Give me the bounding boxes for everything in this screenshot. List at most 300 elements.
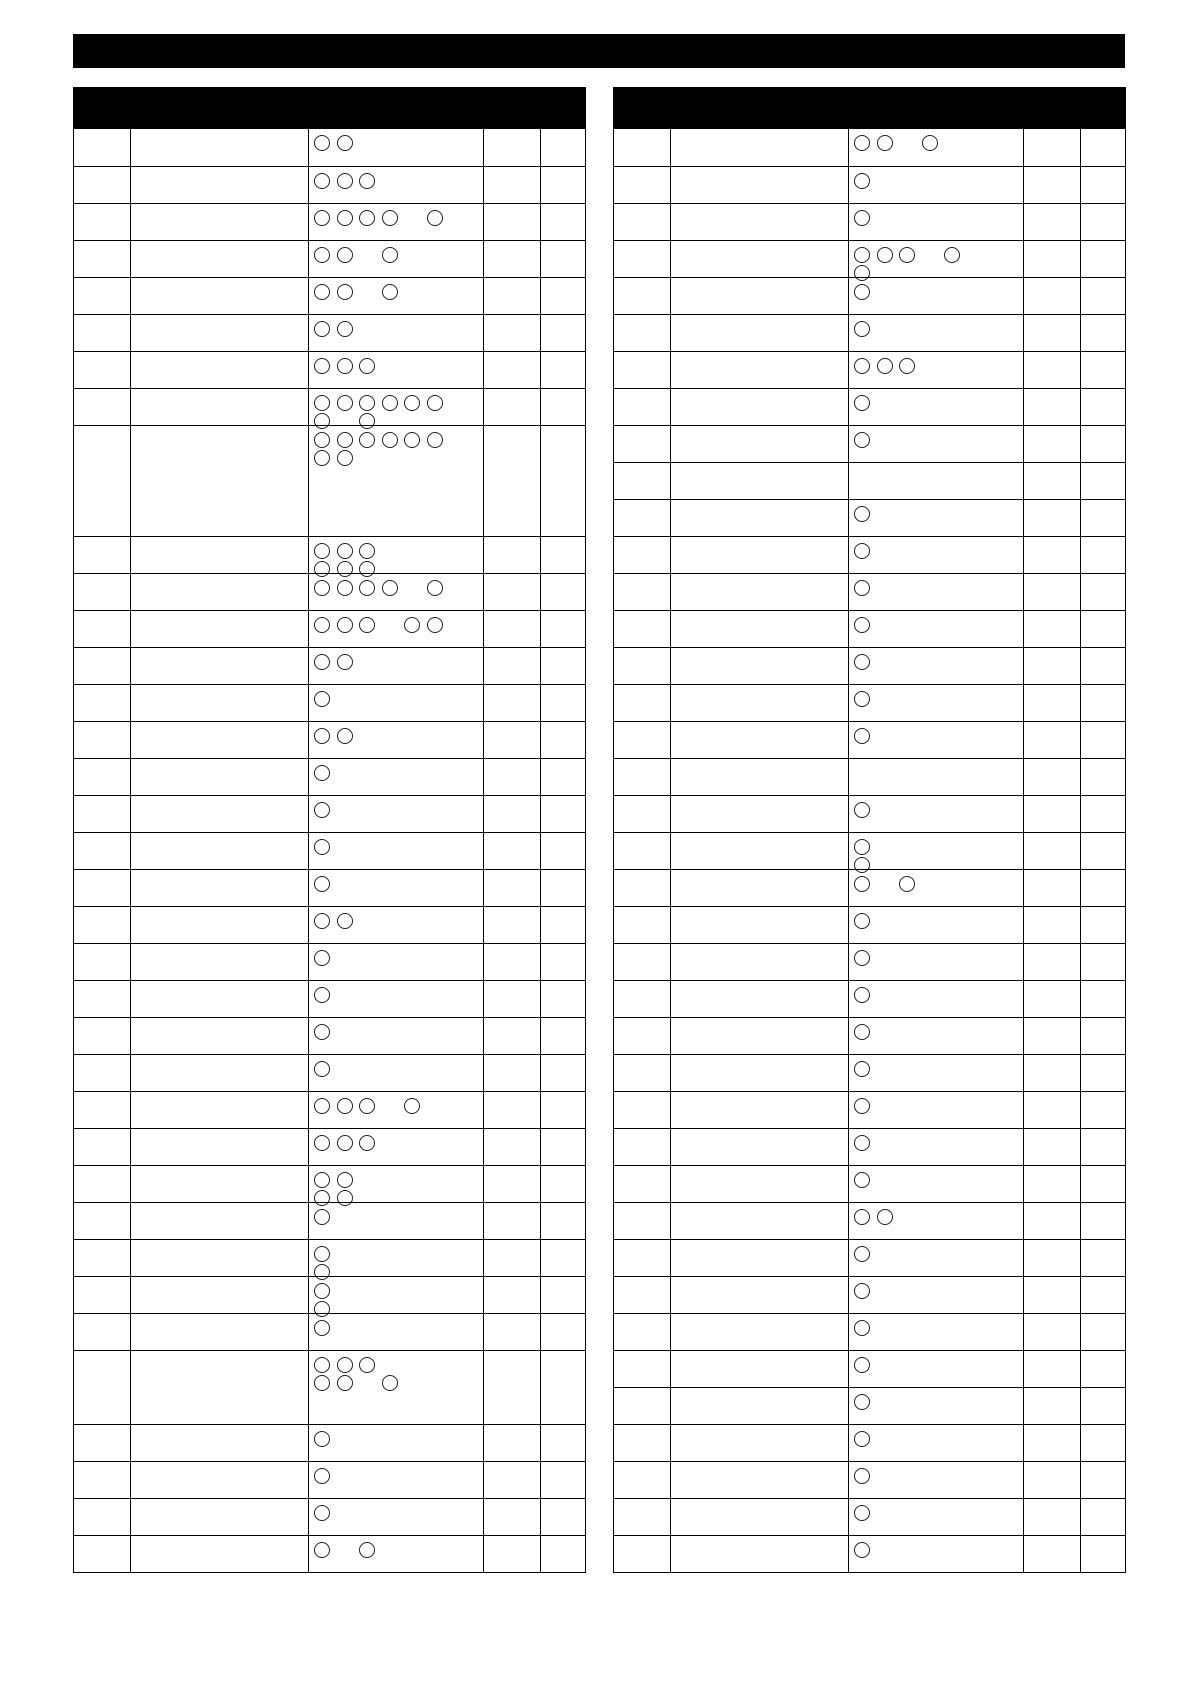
marks-cell [308, 1166, 483, 1202]
table-cell [1023, 129, 1080, 166]
table-row [614, 1424, 1125, 1461]
marks-cell [308, 352, 483, 388]
table-row [614, 1202, 1125, 1239]
circle-line [314, 1209, 483, 1227]
table-row [74, 1350, 585, 1424]
circle-mark-icon [854, 1468, 870, 1484]
marks-cell [848, 1536, 1023, 1572]
marks-cell [848, 1092, 1023, 1128]
table-cell [1023, 241, 1080, 277]
circle-mark-icon [427, 580, 443, 596]
table-row [74, 684, 585, 721]
circle-mark-icon [314, 1024, 330, 1040]
table-cell [483, 833, 540, 869]
table-row [74, 351, 585, 388]
circle-mark-icon [359, 1098, 375, 1114]
circle-mark-icon [337, 543, 353, 559]
table-cell [1023, 1277, 1080, 1313]
circle-line [314, 987, 483, 1005]
marks-cell [308, 1351, 483, 1424]
circle-mark-icon [877, 247, 893, 263]
table-row [74, 832, 585, 869]
table-cell [670, 463, 848, 499]
marks-cell [308, 648, 483, 684]
table-cell [614, 722, 670, 758]
table-row [74, 1165, 585, 1202]
circle-mark-icon [314, 1431, 330, 1447]
table-cell [483, 944, 540, 980]
table-cell [130, 1240, 308, 1276]
table-row [614, 536, 1125, 573]
marks-cell [308, 1536, 483, 1572]
table-cell [130, 1536, 308, 1572]
table-cell [483, 759, 540, 795]
circle-mark-icon [314, 1375, 330, 1391]
circle-line [314, 1357, 483, 1375]
circle-line [314, 1172, 483, 1190]
table-cell [614, 1092, 670, 1128]
circle-mark-icon [337, 210, 353, 226]
table-cell [483, 796, 540, 832]
table-row [614, 795, 1125, 832]
marks-cell [308, 1499, 483, 1535]
table-cell [1023, 907, 1080, 943]
marks-cell [848, 1129, 1023, 1165]
circle-line [854, 987, 1023, 1005]
circle-mark-icon [404, 395, 420, 411]
table-row [614, 943, 1125, 980]
circle-mark-icon [314, 876, 330, 892]
marks-cell [308, 129, 483, 166]
circle-mark-icon [382, 1375, 398, 1391]
marks-cell [308, 1018, 483, 1054]
table-cell [1023, 426, 1080, 462]
marks-cell [848, 796, 1023, 832]
marks-cell [308, 1425, 483, 1461]
table-cell [614, 1018, 670, 1054]
circle-line [314, 1024, 483, 1042]
table-cell [1023, 1092, 1080, 1128]
circle-mark-icon [337, 654, 353, 670]
table-cell [130, 537, 308, 573]
table-cell [74, 1092, 130, 1128]
circle-mark-icon [854, 1431, 870, 1447]
circle-line [314, 247, 483, 265]
circle-line [854, 1172, 1023, 1190]
marks-cell [848, 833, 1023, 869]
table-cell [614, 685, 670, 721]
table-cell [1023, 685, 1080, 721]
circle-mark-icon [314, 1320, 330, 1336]
table-row [74, 906, 585, 943]
circle-mark-icon [854, 580, 870, 596]
table-cell [74, 1129, 130, 1165]
circle-line [314, 1542, 483, 1560]
table-cell [74, 537, 130, 573]
circle-line [314, 543, 483, 561]
table-cell [670, 129, 848, 166]
table-cell [670, 204, 848, 240]
table-cell [614, 1277, 670, 1313]
table-cell [483, 1092, 540, 1128]
table-row [74, 573, 585, 610]
table-cell [614, 981, 670, 1017]
circle-mark-icon [359, 395, 375, 411]
circle-mark-icon [314, 432, 330, 448]
table-cell [483, 352, 540, 388]
marks-cell [308, 389, 483, 425]
table-cell [130, 278, 308, 314]
table-row [614, 1128, 1125, 1165]
circle-mark-icon [314, 691, 330, 707]
table-cell [74, 759, 130, 795]
table-cell [130, 1462, 308, 1498]
table-cell [130, 648, 308, 684]
table-row [74, 314, 585, 351]
circle-mark-icon [337, 617, 353, 633]
table-row [614, 499, 1125, 536]
table-cell [74, 685, 130, 721]
table-row [614, 1276, 1125, 1313]
marks-cell [308, 241, 483, 277]
table-cell [1023, 722, 1080, 758]
table-cell [74, 167, 130, 203]
table-cell [483, 426, 540, 536]
table-cell [483, 537, 540, 573]
circle-line [854, 728, 1023, 746]
circle-mark-icon [337, 321, 353, 337]
circle-mark-icon [314, 580, 330, 596]
circle-mark-icon [314, 543, 330, 559]
circle-line [854, 1209, 1023, 1227]
table-cell [130, 759, 308, 795]
table-cell [614, 1166, 670, 1202]
table-cell [670, 833, 848, 869]
table-cell [130, 685, 308, 721]
marks-cell [848, 1388, 1023, 1424]
circle-mark-icon [314, 321, 330, 337]
marks-cell [848, 981, 1023, 1017]
table-cell [670, 389, 848, 425]
circle-mark-icon [854, 802, 870, 818]
circle-mark-icon [314, 395, 330, 411]
table-cell [670, 1462, 848, 1498]
circle-line [314, 1375, 483, 1393]
table-cell [130, 1018, 308, 1054]
circle-line [854, 247, 1023, 265]
circle-line [314, 1505, 483, 1523]
circle-mark-icon [359, 210, 375, 226]
table-row [74, 1424, 585, 1461]
table-row [614, 1350, 1125, 1387]
marks-cell [848, 500, 1023, 536]
circle-line [854, 580, 1023, 598]
table-cell [74, 204, 130, 240]
table-cell [670, 1314, 848, 1350]
circle-line [854, 1357, 1023, 1375]
circle-line [854, 1246, 1023, 1264]
circle-mark-icon [314, 728, 330, 744]
circle-mark-icon [899, 247, 915, 263]
table-cell [130, 870, 308, 906]
table-cell [130, 426, 308, 536]
table-row [74, 388, 585, 425]
table-cell [614, 648, 670, 684]
table-row [74, 277, 585, 314]
circle-mark-icon [314, 1209, 330, 1225]
table-cell [670, 648, 848, 684]
marks-cell [308, 685, 483, 721]
table-body [614, 129, 1125, 1572]
table-cell [614, 1499, 670, 1535]
marks-cell [848, 167, 1023, 203]
table-cell [483, 167, 540, 203]
table-cell [483, 1055, 540, 1091]
table-cell [130, 204, 308, 240]
marks-cell [308, 426, 483, 536]
table-row [614, 573, 1125, 610]
circle-mark-icon [404, 1098, 420, 1114]
table-cell [614, 315, 670, 351]
table-row [614, 203, 1125, 240]
circle-mark-icon [314, 284, 330, 300]
table-cell [614, 500, 670, 536]
circle-mark-icon [854, 1172, 870, 1188]
table-cell [670, 1092, 848, 1128]
table-cell [1023, 574, 1080, 610]
table-cell [1023, 315, 1080, 351]
table-row [614, 1461, 1125, 1498]
table-cell [1023, 648, 1080, 684]
table-cell [483, 870, 540, 906]
circle-mark-icon [337, 728, 353, 744]
table-cell [670, 611, 848, 647]
table-row [614, 351, 1125, 388]
table-cell [670, 870, 848, 906]
circle-line [854, 1024, 1023, 1042]
table-cell [670, 907, 848, 943]
circle-mark-icon [337, 580, 353, 596]
table-cell [74, 315, 130, 351]
marks-cell [848, 1277, 1023, 1313]
table-row [614, 240, 1125, 277]
circle-line [854, 1542, 1023, 1560]
table-cell [483, 129, 540, 166]
table-cell [1023, 389, 1080, 425]
table-cell [614, 1388, 670, 1424]
table-cell [1023, 1388, 1080, 1424]
table-cell [483, 1351, 540, 1424]
circle-mark-icon [314, 950, 330, 966]
marks-cell [308, 574, 483, 610]
table-cell [483, 1425, 540, 1461]
table-row [74, 425, 585, 536]
table-row [614, 1313, 1125, 1350]
circle-mark-icon [314, 358, 330, 374]
table-row [74, 1017, 585, 1054]
circle-mark-icon [359, 432, 375, 448]
marks-cell [848, 1203, 1023, 1239]
marks-cell [308, 611, 483, 647]
table-cell [130, 574, 308, 610]
marks-cell [308, 167, 483, 203]
table-cell [1023, 1351, 1080, 1387]
table-row [74, 943, 585, 980]
table-cell [614, 1425, 670, 1461]
table-row [614, 1054, 1125, 1091]
table-cell [74, 1277, 130, 1313]
circle-mark-icon [314, 173, 330, 189]
table-row [614, 1091, 1125, 1128]
table-cell [130, 1129, 308, 1165]
table-row [614, 388, 1125, 425]
marks-cell [308, 722, 483, 758]
table-cell [74, 1203, 130, 1239]
table-cell [74, 241, 130, 277]
marks-cell [848, 1462, 1023, 1498]
circle-mark-icon [854, 358, 870, 374]
circle-line [314, 839, 483, 857]
circle-line [314, 1098, 483, 1116]
circle-mark-icon [854, 247, 870, 263]
table-row [614, 1165, 1125, 1202]
circle-line [854, 135, 1023, 153]
table-cell [1023, 833, 1080, 869]
table-cell [130, 981, 308, 1017]
circle-mark-icon [359, 543, 375, 559]
circle-line [314, 321, 483, 339]
circle-mark-icon [337, 284, 353, 300]
table-cell [74, 1018, 130, 1054]
table-cell [483, 1536, 540, 1572]
marks-cell [308, 1129, 483, 1165]
circle-line [314, 450, 483, 468]
circle-line [854, 395, 1023, 413]
circle-line [854, 358, 1023, 376]
marks-cell [848, 870, 1023, 906]
table-cell [670, 1018, 848, 1054]
table-row [614, 980, 1125, 1017]
circle-mark-icon [854, 543, 870, 559]
table-cell [1023, 1240, 1080, 1276]
marks-cell [848, 574, 1023, 610]
circle-mark-icon [854, 284, 870, 300]
table-cell [130, 167, 308, 203]
circle-mark-icon [359, 358, 375, 374]
table-row [74, 129, 585, 166]
table-cell [130, 315, 308, 351]
circle-mark-icon [314, 135, 330, 151]
marks-cell [848, 1166, 1023, 1202]
table-cell [130, 944, 308, 980]
table-row [614, 1498, 1125, 1535]
table-cell [1023, 1018, 1080, 1054]
circle-line [854, 543, 1023, 561]
circle-line [314, 1468, 483, 1486]
circle-line [854, 1283, 1023, 1301]
circle-mark-icon [314, 1542, 330, 1558]
table-row [74, 1535, 585, 1572]
table-row [74, 795, 585, 832]
table-cell [614, 1240, 670, 1276]
marks-cell [848, 278, 1023, 314]
table-cell [130, 241, 308, 277]
circle-line [314, 950, 483, 968]
circle-mark-icon [854, 210, 870, 226]
table-row [614, 906, 1125, 943]
table-cell [74, 352, 130, 388]
circle-mark-icon [877, 1209, 893, 1225]
table-cell [1023, 1055, 1080, 1091]
table-cell [670, 574, 848, 610]
marks-cell [308, 833, 483, 869]
table-row [74, 610, 585, 647]
table-row [614, 1535, 1125, 1572]
table-cell [1023, 944, 1080, 980]
circle-line [314, 728, 483, 746]
circle-line [314, 913, 483, 931]
table-row [614, 832, 1125, 869]
table-cell [670, 759, 848, 795]
circle-line [854, 691, 1023, 709]
circle-mark-icon [854, 1283, 870, 1299]
table-cell [670, 1129, 848, 1165]
circle-mark-icon [337, 1172, 353, 1188]
circle-mark-icon [404, 432, 420, 448]
table-cell [483, 648, 540, 684]
circle-mark-icon [337, 173, 353, 189]
table-cell [130, 1055, 308, 1091]
marks-cell [848, 426, 1023, 462]
circle-line [314, 617, 483, 635]
table-cell [614, 574, 670, 610]
circle-line [854, 173, 1023, 191]
circle-line [854, 432, 1023, 450]
table-cell [1023, 611, 1080, 647]
circle-line [314, 1283, 483, 1301]
marks-cell [308, 944, 483, 980]
marks-cell [308, 1314, 483, 1350]
table-cell [1023, 352, 1080, 388]
marks-cell [848, 648, 1023, 684]
circle-line [854, 506, 1023, 524]
table-cell [614, 278, 670, 314]
circle-mark-icon [854, 1135, 870, 1151]
circle-mark-icon [314, 1135, 330, 1151]
circle-mark-icon [359, 173, 375, 189]
table-cell [614, 129, 670, 166]
circle-line [854, 1394, 1023, 1412]
table-row [614, 129, 1125, 166]
table-row [614, 684, 1125, 721]
circle-mark-icon [854, 506, 870, 522]
table-row [74, 758, 585, 795]
table-cell [614, 611, 670, 647]
circle-mark-icon [854, 876, 870, 892]
circle-line [854, 913, 1023, 931]
table-row [74, 1461, 585, 1498]
marks-cell [308, 278, 483, 314]
circle-line [854, 321, 1023, 339]
circle-mark-icon [854, 913, 870, 929]
circle-mark-icon [337, 135, 353, 151]
circle-mark-icon [382, 432, 398, 448]
table-cell [670, 426, 848, 462]
circle-mark-icon [854, 395, 870, 411]
left-table [73, 87, 586, 1573]
circle-mark-icon [314, 987, 330, 1003]
table-cell [670, 352, 848, 388]
